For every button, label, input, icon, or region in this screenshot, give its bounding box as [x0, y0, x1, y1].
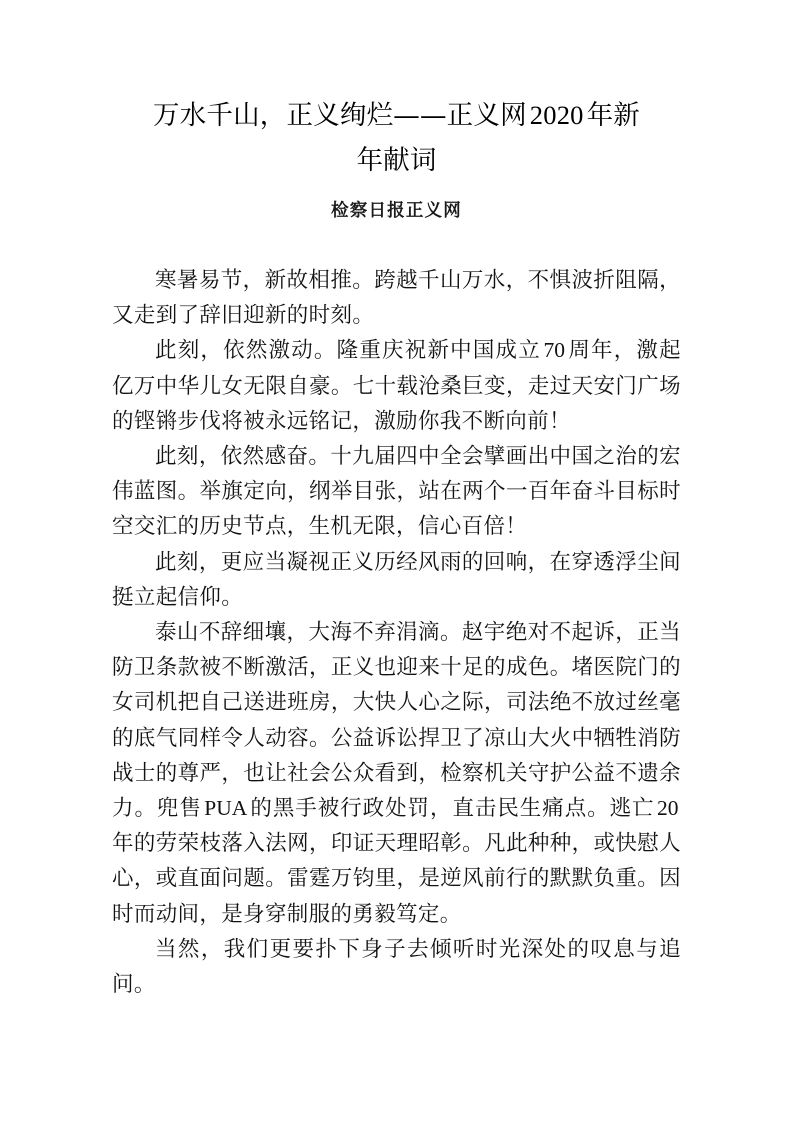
- paragraph-4: 此刻，更应当凝视正义历经风雨的回响，在穿透浮尘间挺立起信仰。: [112, 549, 681, 610]
- paragraph-2-seg-1: 此刻，依然激动。隆重庆祝新中国成立: [155, 338, 541, 364]
- document-content: [112, 0, 681, 1002]
- document-subtitle: 检察日报正义网: [331, 201, 462, 221]
- paragraph-5-seg-5: 年的劳荣枝落入法网，印证天理昭彰。凡此种种，或快慰人心，或直面问题。雷霆万钧里，是逆风前行的默默负重。因时而动间，是身穿制服的勇毅笃定。: [112, 831, 681, 927]
- paragraph-6: 当然，我们更要扑下身子去倾听时光深处的叹息与追问。: [112, 936, 681, 998]
- title-text-part-2: 年新: [586, 100, 641, 131]
- paragraph-5: [112, 615, 681, 932]
- paragraph-2-seg-3: 周年，激起亿万中华儿女无限自豪。七十载沧桑巨变，走过天安门广场的铿锵步伐将被永远铭记，激励你我不断向前！: [112, 338, 681, 434]
- document-body: [112, 225, 681, 1002]
- paragraph-2-number-70: 70: [543, 338, 565, 363]
- paragraph-5-seg-3: 的黑手被行政处罚，直击民生痛点。逃亡: [249, 796, 655, 822]
- page-title: [112, 0, 681, 183]
- title-line-2: 年献词: [356, 145, 437, 176]
- paragraph-3: 此刻，依然感奋。十九届四中全会擘画出中国之治的宏伟蓝图。举旗定向，纲举目张，站在两个一百年奋斗目标时空交汇的历史节点，生机无限，信心百倍！: [112, 444, 681, 540]
- paragraph-2: [112, 333, 681, 439]
- paragraph-5-seg-1: 泰山不辞细壤，大海不弃涓滴。赵宇绝对不起诉，正当防卫条款被不断激活，正义也迎来十足的成色。堵医院门的女司机把自己送进班房，大快人心之际，司法绝不放过丝毫的底气同样令人动容。公益诉讼捍卫了凉山大火中牺牲消防战士的尊严，也让社会公众看到，检察机关守护公益不遗余力。兜售: [112, 620, 681, 822]
- title-year: 2020: [529, 100, 584, 130]
- title-line-1: [153, 100, 640, 131]
- paragraph-5-acronym-pua: PUA: [204, 796, 248, 821]
- paragraph-1: 寒暑易节，新故相推。跨越千山万水，不惧波折阻隔，又走到了辞旧迎新的时刻。: [112, 268, 681, 329]
- title-text-part-1: 万水千山，正义绚烂——正义网: [152, 100, 527, 131]
- paragraph-5-number-20: 20: [657, 796, 679, 821]
